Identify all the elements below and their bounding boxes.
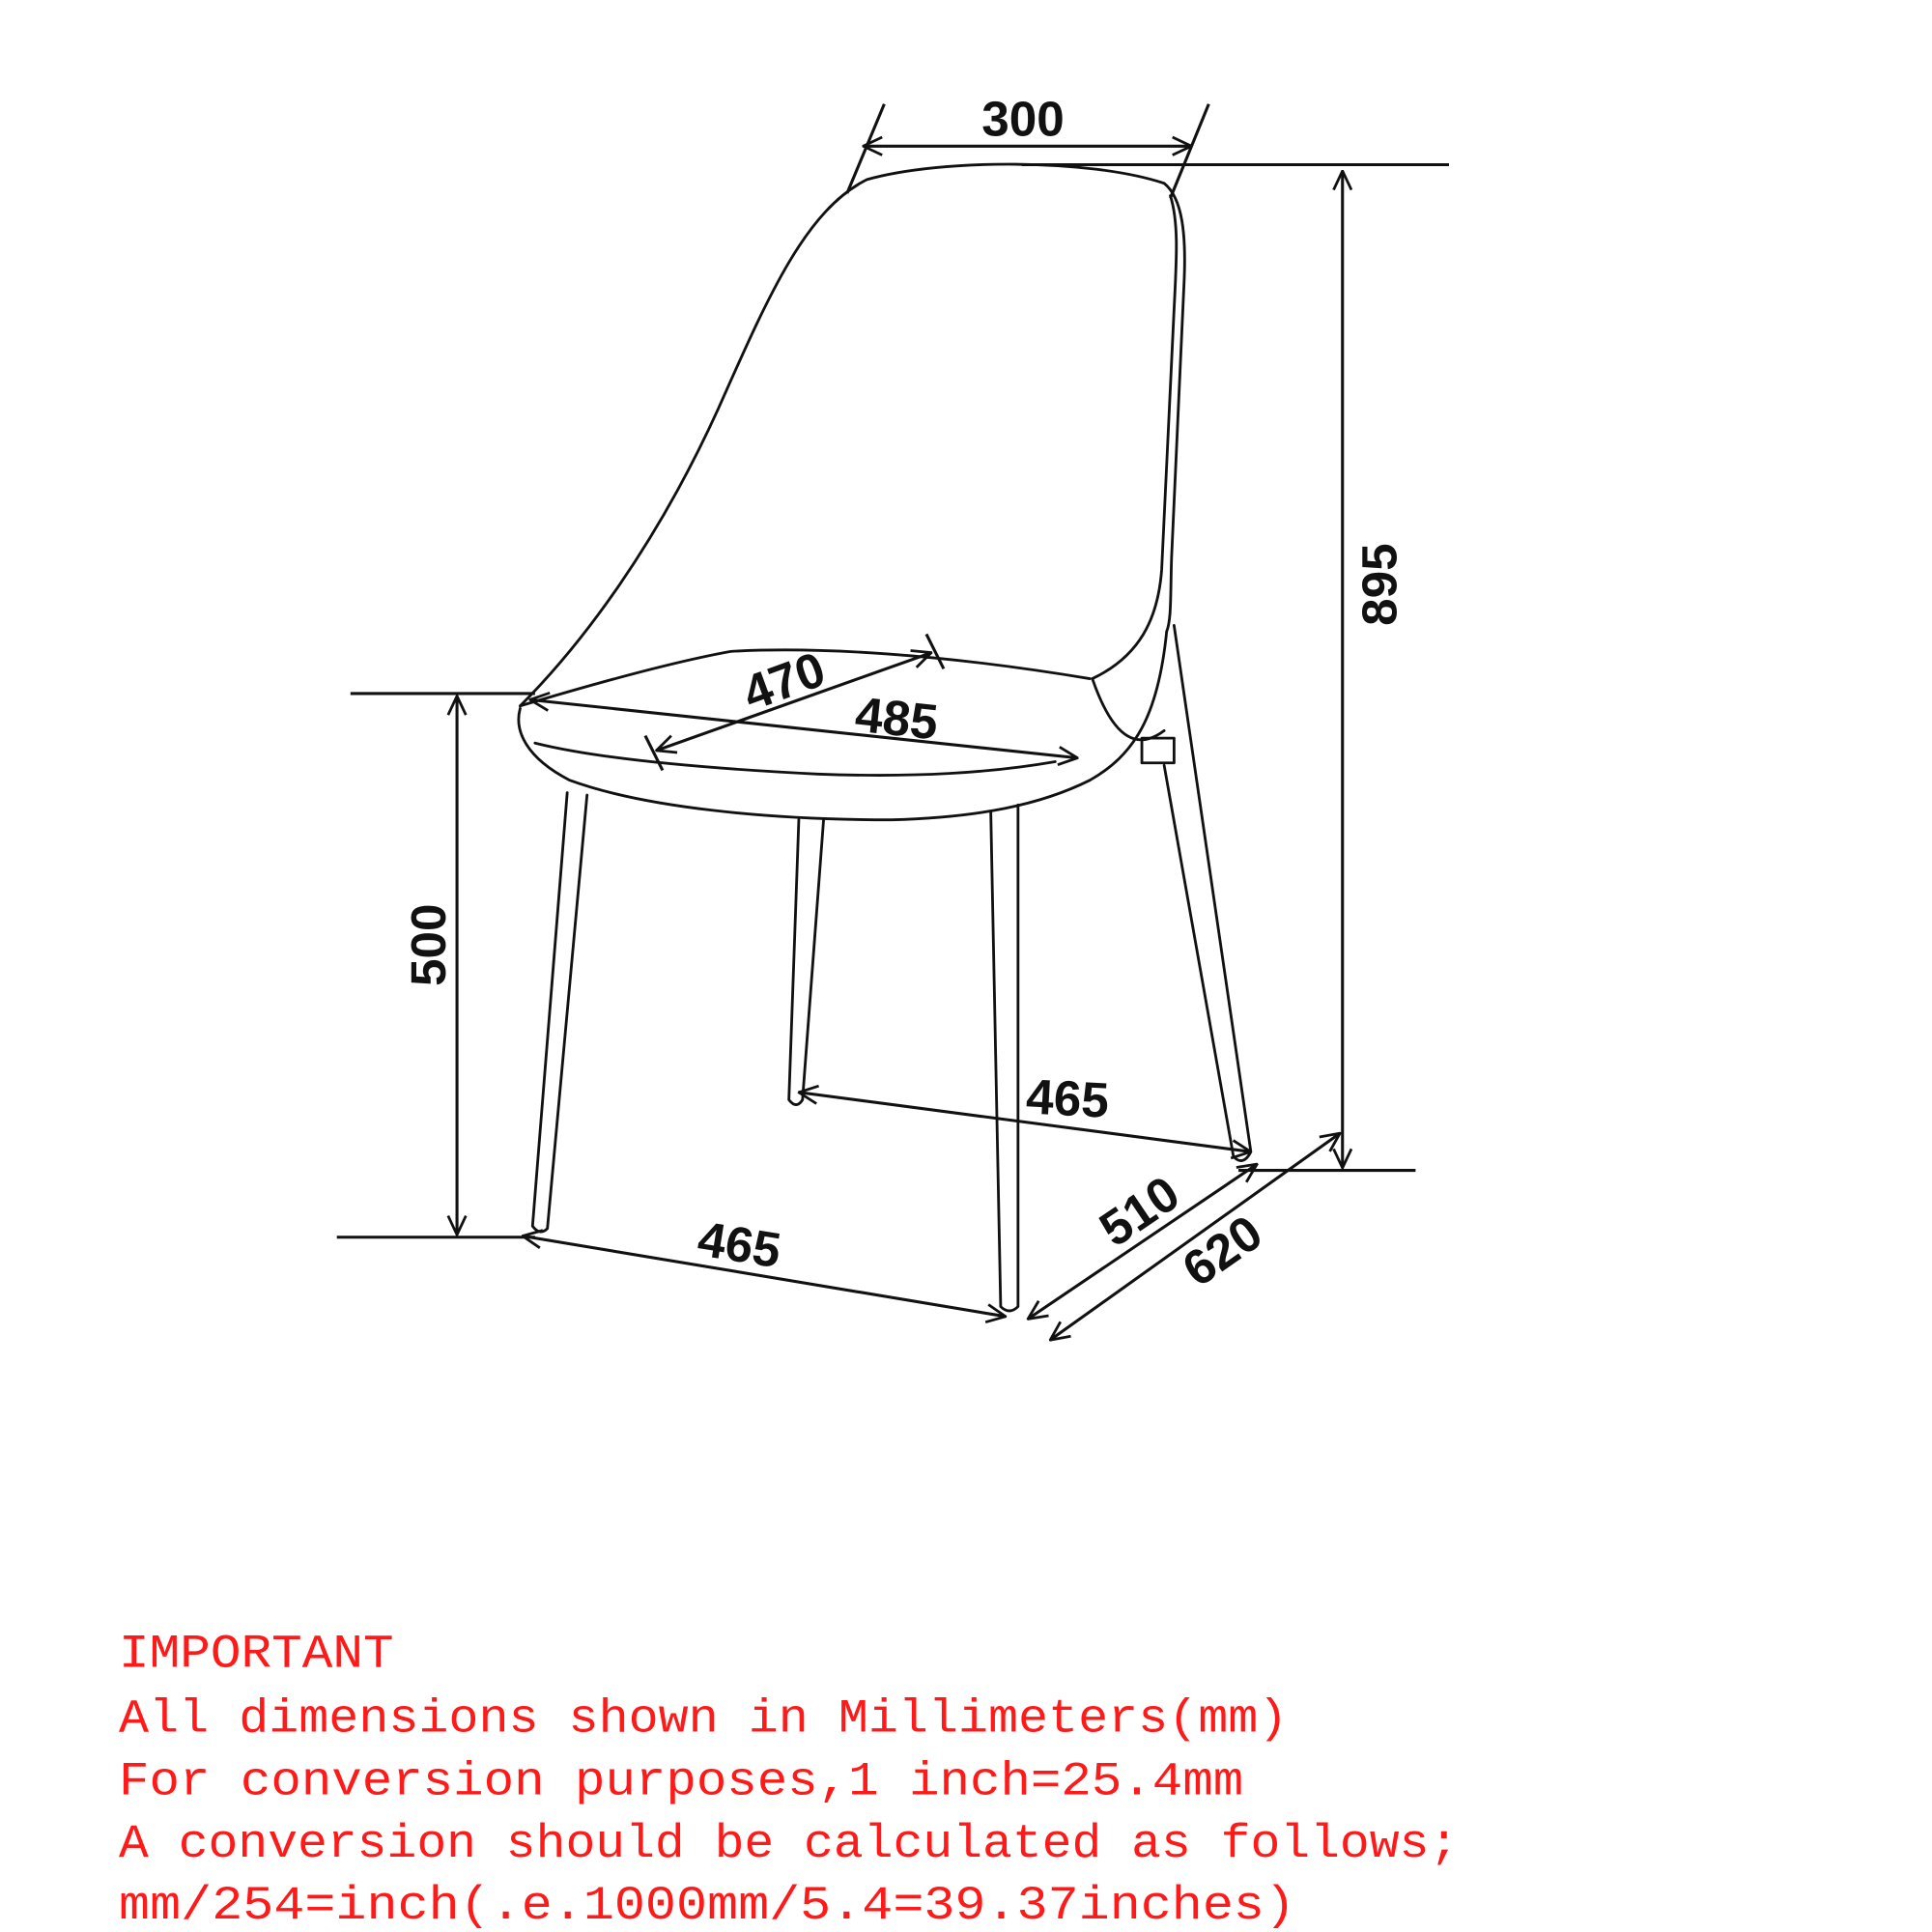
notes-line: A conversion should be calculated as follows; <box>119 1816 1460 1871</box>
label-seat-height: 500 <box>401 903 457 986</box>
label-back-width: 300 <box>981 91 1065 147</box>
notes-title: IMPORTANT <box>119 1627 394 1682</box>
label-seat-depth: 470 <box>735 640 833 722</box>
label-front-leg-span: 465 <box>694 1210 785 1279</box>
label-overall-depth: 620 <box>1172 1204 1272 1297</box>
label-leg-depth: 510 <box>1090 1165 1189 1258</box>
notes-line: For conversion purposes,1 inch=25.4mm <box>119 1754 1244 1809</box>
dimension-labels <box>401 92 1407 1297</box>
seat-back-side <box>1093 679 1164 740</box>
label-total-height: 895 <box>1351 543 1407 626</box>
front-left-leg <box>532 793 586 1233</box>
notes-line: All dimensions shown in Millimeters(mm) <box>119 1691 1289 1747</box>
rear-right-leg <box>1164 625 1251 1160</box>
rear-left-leg <box>789 820 824 1105</box>
notes-line: mm/254=inch(.e.1000mm/5.4=39.37inches) <box>119 1878 1296 1932</box>
important-notes <box>119 1628 1459 1932</box>
seat-front <box>519 632 1167 820</box>
label-rear-leg-span: 465 <box>1024 1068 1111 1128</box>
chair-back-inner-edge <box>1093 196 1177 679</box>
front-right-leg <box>991 805 1018 1311</box>
chair-back <box>520 164 1184 706</box>
dim-seat-width <box>530 699 1078 757</box>
label-seat-width: 485 <box>852 686 941 751</box>
rear-bracket <box>1142 738 1174 763</box>
